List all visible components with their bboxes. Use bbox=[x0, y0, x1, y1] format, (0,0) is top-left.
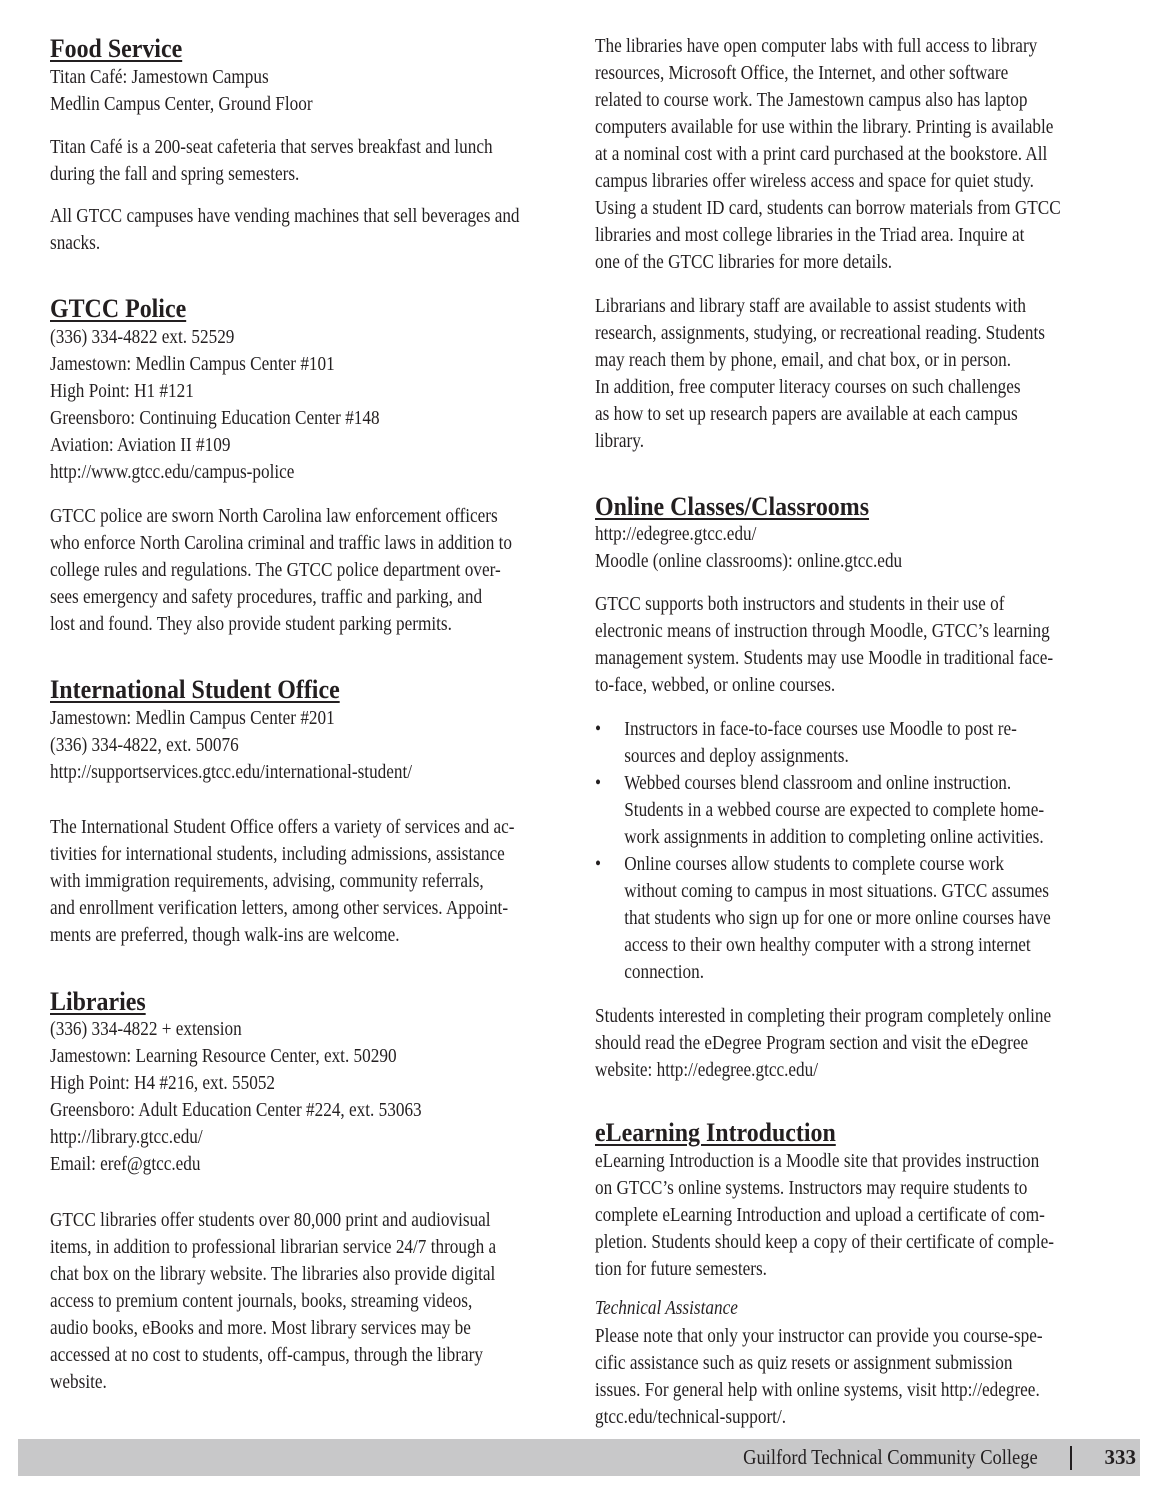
list-item bbox=[595, 716, 1051, 770]
list-item-text: Online courses allow students to complete course work without coming to campus in most situations. GTCC assumes that students who sign up for one or more online courses have access to their own healthy computer with a strong internet connection. bbox=[624, 853, 1051, 983]
section-heading-international-student-office: International Student Office bbox=[50, 675, 340, 704]
technical-assistance-text: Please note that only your instructor can provide you course-spe- cific assistance such as quiz resets or assignment submission issues. For general help with online systems, visit http://edegree. gtcc.edu/technical-support/. bbox=[595, 1325, 1043, 1428]
police-contacts: (336) 334-4822 ext. 52529 Jamestown: Medlin Campus Center #101 High Point: H1 #121 Greensboro: Continuing Education Center #148 Aviation: Aviation II #109 http://www.gtcc.edu/campus-police bbox=[50, 326, 380, 483]
technical-assistance-subheading: Technical Assistance bbox=[595, 1297, 738, 1319]
food-vending: All GTCC campuses have vending machines that sell beverages and snacks. bbox=[50, 205, 520, 254]
page-footer bbox=[18, 1439, 1140, 1476]
bullet-icon: • bbox=[595, 853, 602, 875]
libraries-description: GTCC libraries offer students over 80,000 print and audiovisual items, in addition to professional librarian service 24/7 through a chat box on the library website. The libraries also provide digital access to premium content journals, books, streaming videos, audio books, eBooks and more. Most library services may be accessed at no cost to students, off-campus, through the library website. bbox=[50, 1209, 497, 1393]
online-description: GTCC supports both instructors and students in their use of electronic means of instruction through Moodle, GTCC’s learning management system. Students may use Moodle in traditional face- to-face, webbed, or online courses. bbox=[595, 593, 1054, 696]
elearning-description: eLearning Introduction is a Moodle site that provides instruction on GTCC’s online systems. Instructors may require students to complete eLearning Introduction and upload a certificate of com- pletion. Students should keep a copy of their certificate of comple- tion for future semesters. bbox=[595, 1150, 1055, 1280]
list-item bbox=[595, 770, 1051, 851]
online-edegree-note: Students interested in completing their program completely online should read the eDegree Program section and visit the eDegree website: http://edegree.gtcc.edu/ bbox=[595, 1005, 1052, 1081]
section-heading-libraries: Libraries bbox=[50, 987, 146, 1016]
food-location: Titan Café: Jamestown Campus Medlin Campus Center, Ground Floor bbox=[50, 66, 313, 115]
list-item-text: Instructors in face-to-face courses use Moodle to post re- sources and deploy assignments. bbox=[624, 718, 1017, 767]
footer-college-name: Guilford Technical Community College bbox=[743, 1445, 1038, 1469]
page-number: 333 bbox=[1104, 1445, 1136, 1469]
intl-contacts: Jamestown: Medlin Campus Center #201 (336) 334-4822, ext. 50076 http://supportservices.gtcc.edu/international-student/ bbox=[50, 707, 413, 783]
online-links: http://edegree.gtcc.edu/ Moodle (online classrooms): online.gtcc.edu bbox=[595, 523, 903, 572]
list-item-text: Webbed courses blend classroom and online instruction. Students in a webbed course are expected to complete home- work assignments in addition to completing online activities. bbox=[624, 772, 1045, 848]
bullet-icon: • bbox=[595, 772, 602, 794]
libraries-computer-labs: The libraries have open computer labs with full access to library resources, Microsoft Office, the Internet, and other software related to course work. The Jamestown campus also has laptop computers available for use within the library. Printing is available at a nominal cost with a print card purchased at the bookstore. All campus libraries offer wireless access and space for quiet study. Using a student ID card, students can borrow materials from GTCC libraries and most college libraries in the Triad area. Inquire at one of the GTCC libraries for more details. bbox=[595, 35, 1061, 273]
police-description: GTCC police are sworn North Carolina law enforcement officers who enforce North Carolina criminal and traffic laws in addition to college rules and regulations. The GTCC police department over- sees emergency and safety procedures, traffic and parking, and lost and found. They also provide student parking permits. bbox=[50, 505, 513, 635]
food-description: Titan Café is a 200-seat cafeteria that serves breakfast and lunch during the fall and spring semesters. bbox=[50, 136, 493, 185]
section-heading-gtcc-police: GTCC Police bbox=[50, 294, 187, 323]
section-heading-online-classes: Online Classes/Classrooms bbox=[595, 492, 870, 521]
online-course-types-list bbox=[595, 716, 1125, 986]
list-item bbox=[595, 851, 1051, 986]
libraries-staff: Librarians and library staff are available to assist students with research, assignments, studying, or recreational reading. Students may reach them by phone, email, and chat box, or in person. In addition, free computer literacy courses on such challenges as how to set up research papers are available at each campus library. bbox=[595, 295, 1045, 452]
footer-divider bbox=[1070, 1446, 1072, 1470]
section-heading-food-service: Food Service bbox=[50, 34, 183, 63]
section-heading-elearning-introduction: eLearning Introduction bbox=[595, 1118, 836, 1147]
libraries-contacts: (336) 334-4822 + extension Jamestown: Learning Resource Center, ext. 50290 High Point: H4 #216, ext. 55052 Greensboro: Adult Education Center #224, ext. 53063 http://library.gtcc.edu/ Email: eref@gtcc.edu bbox=[50, 1018, 422, 1175]
bullet-icon: • bbox=[595, 718, 602, 740]
intl-description: The International Student Office offers a variety of services and ac- tivities for international students, including admissions, assistance with immigration requirements, advising, community referrals, and enrollment verification letters, among other services. Appoint- ments are preferred, though walk-ins are welcome. bbox=[50, 816, 515, 946]
